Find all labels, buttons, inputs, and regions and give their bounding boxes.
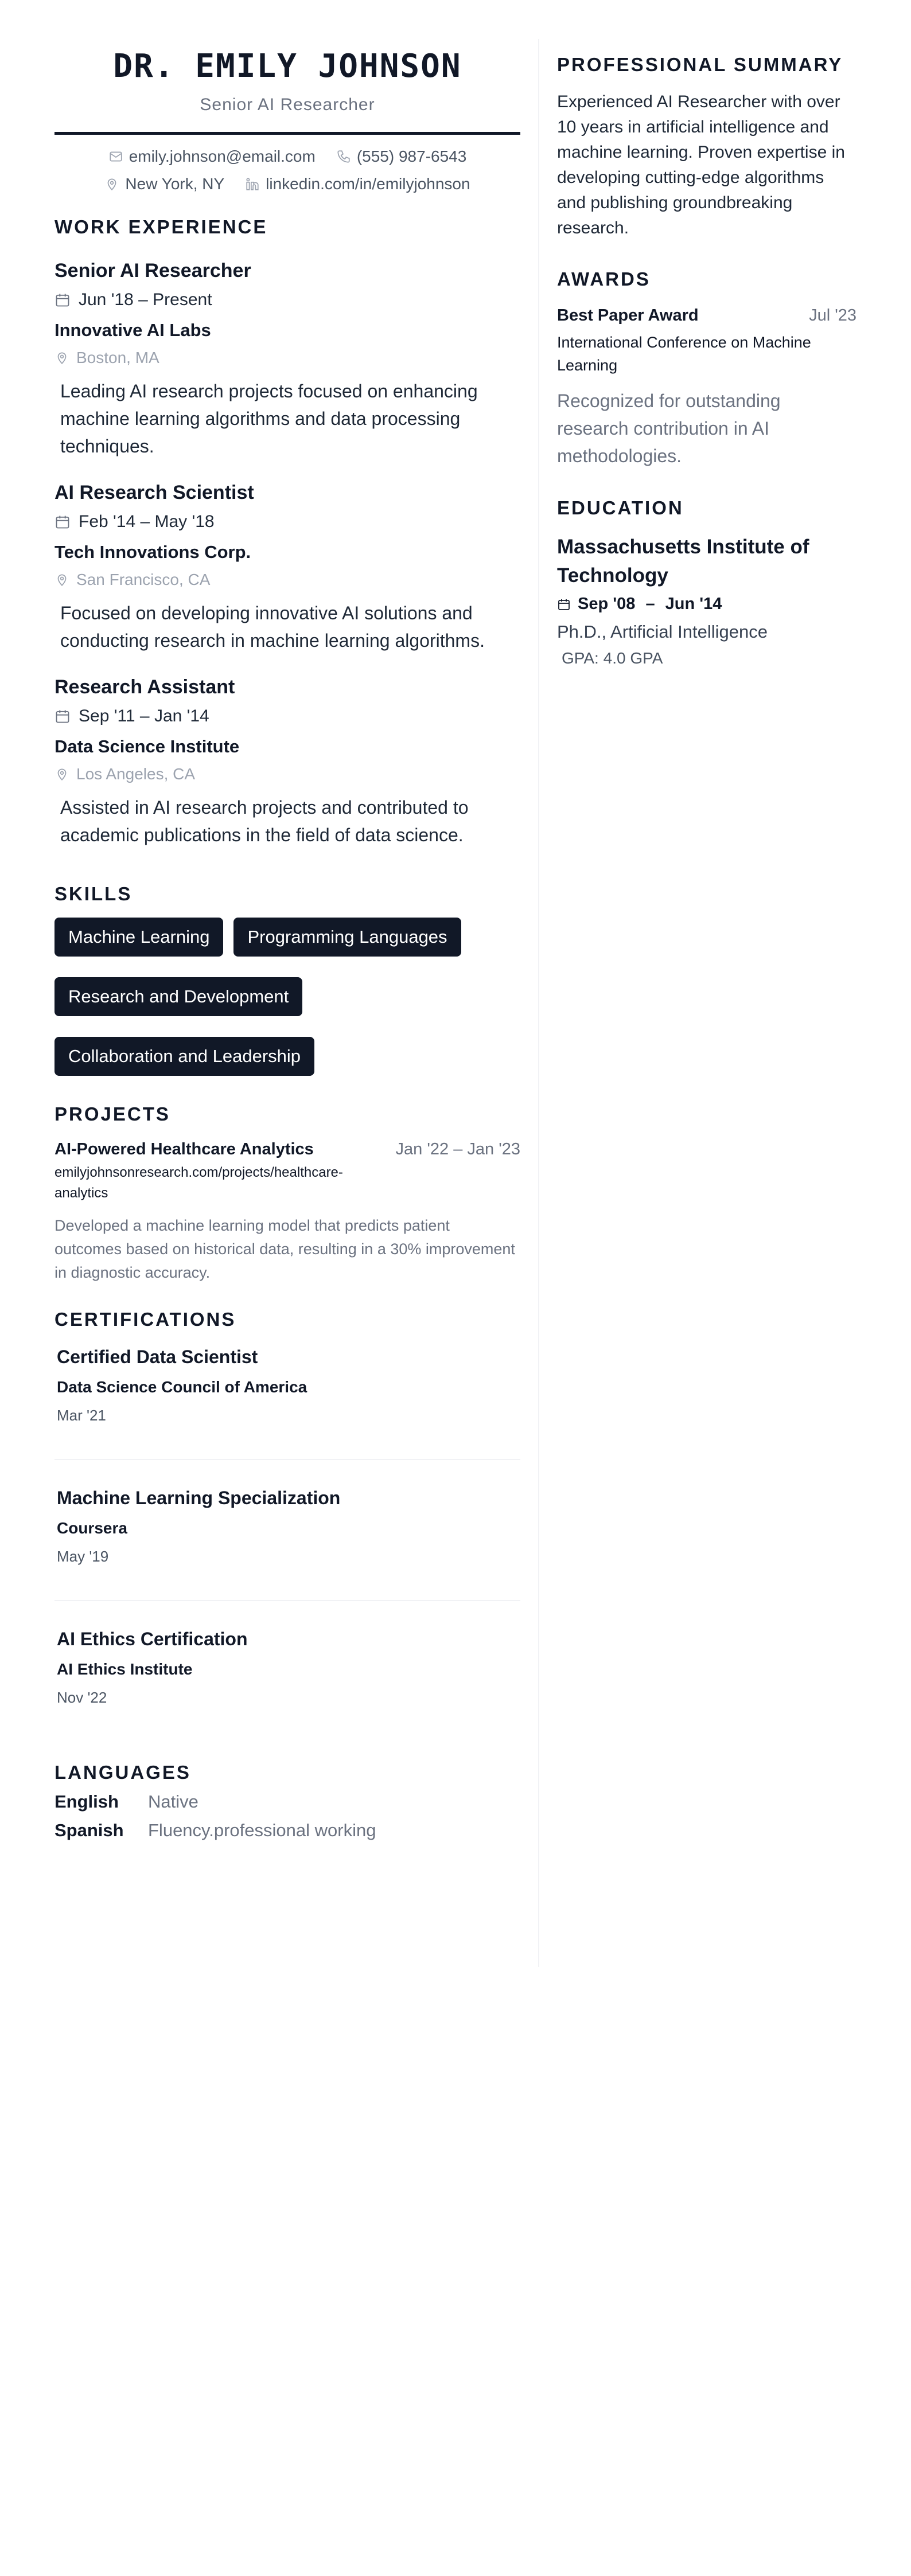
right-column (557, 39, 857, 668)
job-description: Focused on developing innovative AI solutions and conducting research in machine learning algorithms. (60, 603, 485, 651)
linkedin-text: linkedin.com/in/emilyjohnson (266, 175, 470, 193)
degree: Ph.D., Artificial Intelligence (557, 622, 768, 642)
certification-title: AI Ethics Certification (57, 1629, 248, 1649)
header-rule (54, 132, 520, 135)
gpa-label: GPA: (562, 649, 599, 667)
section-title-awards: AWARDS (557, 268, 651, 290)
calendar-icon (54, 292, 71, 308)
section-title-work: WORK EXPERIENCE (54, 216, 268, 237)
award-title: Best Paper Award (557, 306, 699, 325)
award-date: Jul '23 (809, 306, 857, 325)
phone-text: (555) 987-6543 (356, 147, 467, 165)
skill-chip: Machine Learning (54, 918, 223, 957)
languages-section (54, 1762, 520, 1841)
contact-phone[interactable] (336, 147, 466, 166)
language-name: Spanish (54, 1820, 124, 1840)
job-location (54, 571, 520, 589)
skills-section (54, 883, 520, 1076)
summary-section (557, 54, 857, 241)
job-entry (54, 260, 520, 460)
job-dates-text: Sep '11 – Jan '14 (79, 707, 209, 725)
contact-linkedin[interactable] (245, 175, 470, 193)
contact-email[interactable] (108, 147, 316, 166)
award-description: Recognized for outstanding research contribution in AI methodologies. (557, 391, 781, 466)
column-divider (538, 39, 539, 1967)
language-row (54, 1820, 520, 1841)
section-title-summary: PROFESSIONAL SUMMARY (557, 54, 843, 75)
job-description: Leading AI research projects focused on enhancing machine learning algorithms and data processing techniques. (60, 381, 478, 456)
job-location (54, 765, 520, 783)
project-title: AI-Powered Healthcare Analytics (54, 1140, 314, 1158)
work-experience-section (54, 216, 520, 849)
skill-chip: Collaboration and Leadership (54, 1037, 314, 1076)
candidate-headline: Senior AI Researcher (200, 95, 375, 114)
education-dates (557, 595, 857, 614)
candidate-name: DR. EMILY JOHNSON (113, 48, 462, 85)
skill-chip: Research and Development (54, 977, 302, 1016)
job-entry (54, 676, 520, 849)
job-title: AI Research Scientist (54, 482, 254, 504)
education-section (557, 497, 857, 668)
section-title-skills: SKILLS (54, 883, 133, 904)
certification-issuer: AI Ethics Institute (57, 1660, 193, 1678)
certification-divider (54, 1600, 520, 1601)
certification-date: Nov '22 (57, 1689, 107, 1706)
map-pin-icon (104, 177, 119, 192)
school-name: Massachusetts Institute of Technology (557, 536, 809, 587)
contact-location (104, 175, 224, 193)
job-company: Data Science Institute (54, 736, 240, 756)
phone-icon (336, 149, 351, 164)
project-url[interactable]: emilyjohnsonresearch.com/projects/healthcare-analytics (54, 1165, 343, 1201)
language-row (54, 1792, 520, 1812)
contact-row-1 (54, 147, 520, 166)
section-title-education: EDUCATION (557, 497, 684, 518)
certification-date: May '19 (57, 1548, 109, 1565)
left-column (54, 39, 520, 1841)
certification-entry (54, 1346, 520, 1424)
awards-section (557, 268, 857, 470)
language-level: Native (148, 1792, 198, 1812)
job-entry (54, 482, 520, 654)
project-header (54, 1140, 520, 1159)
calendar-icon (54, 514, 71, 530)
certification-title: Certified Data Scientist (57, 1346, 258, 1367)
projects-section (54, 1103, 520, 1285)
certification-issuer: Data Science Council of America (57, 1378, 307, 1396)
calendar-icon (557, 598, 572, 611)
certifications-section (54, 1309, 520, 1707)
award-issuer: International Conference on Machine Learning (557, 334, 811, 374)
certification-date: Mar '21 (57, 1407, 106, 1424)
job-location-text: Los Angeles, CA (76, 765, 196, 783)
job-dates (54, 512, 520, 532)
map-pin-icon (54, 572, 69, 587)
job-location-text: Boston, MA (76, 349, 159, 366)
skills-list (54, 918, 520, 1076)
email-text: emily.johnson@email.com (129, 147, 316, 165)
job-dates-text: Jun '18 – Present (79, 290, 212, 309)
job-dates-text: Feb '14 – May '18 (79, 512, 215, 531)
education-start: Sep '08 (578, 595, 636, 613)
job-location-text: San Francisco, CA (76, 571, 211, 588)
section-title-certifications: CERTIFICATIONS (54, 1309, 236, 1330)
section-title-projects: PROJECTS (54, 1103, 170, 1125)
job-description: Assisted in AI research projects and contributed to academic publications in the field of data science. (60, 797, 469, 845)
certification-entry (54, 1629, 520, 1707)
map-pin-icon (54, 350, 69, 365)
section-title-languages: LANGUAGES (54, 1762, 191, 1783)
education-end: Jun '14 (665, 595, 722, 613)
job-title: Senior AI Researcher (54, 260, 251, 282)
job-dates (54, 707, 520, 726)
award-header (557, 306, 857, 325)
map-pin-icon (54, 767, 69, 782)
certification-divider (54, 1459, 520, 1460)
location-text: New York, NY (125, 175, 225, 193)
certification-entry (54, 1488, 520, 1566)
gpa-value: 4.0 GPA (603, 649, 663, 667)
skill-chip: Programming Languages (233, 918, 461, 957)
job-dates (54, 290, 520, 310)
project-dates: Jan '22 – Jan '23 (395, 1140, 520, 1158)
education-date-separator: – (641, 595, 660, 613)
job-company: Innovative AI Labs (54, 320, 211, 340)
contact-row-2 (54, 175, 520, 193)
language-name: English (54, 1792, 119, 1812)
summary-text: Experienced AI Researcher with over 10 years in artificial intelligence and machine learning. Proven expertise in developing cutting-edge algorithms and publishing groundbreaking research. (557, 92, 845, 237)
job-location (54, 349, 520, 367)
project-description: Developed a machine learning model that predicts patient outcomes based on historical data, resulting in a 30% improvement in diagnostic accuracy. (54, 1217, 515, 1281)
certification-issuer: Coursera (57, 1519, 127, 1537)
job-company: Tech Innovations Corp. (54, 542, 251, 562)
envelope-icon (108, 149, 123, 164)
gpa-line (557, 649, 857, 668)
calendar-icon (54, 708, 71, 724)
certification-title: Machine Learning Specialization (57, 1488, 341, 1508)
job-title: Research Assistant (54, 676, 235, 698)
linkedin-icon (245, 177, 260, 192)
language-level: Fluency.professional working (148, 1820, 376, 1840)
